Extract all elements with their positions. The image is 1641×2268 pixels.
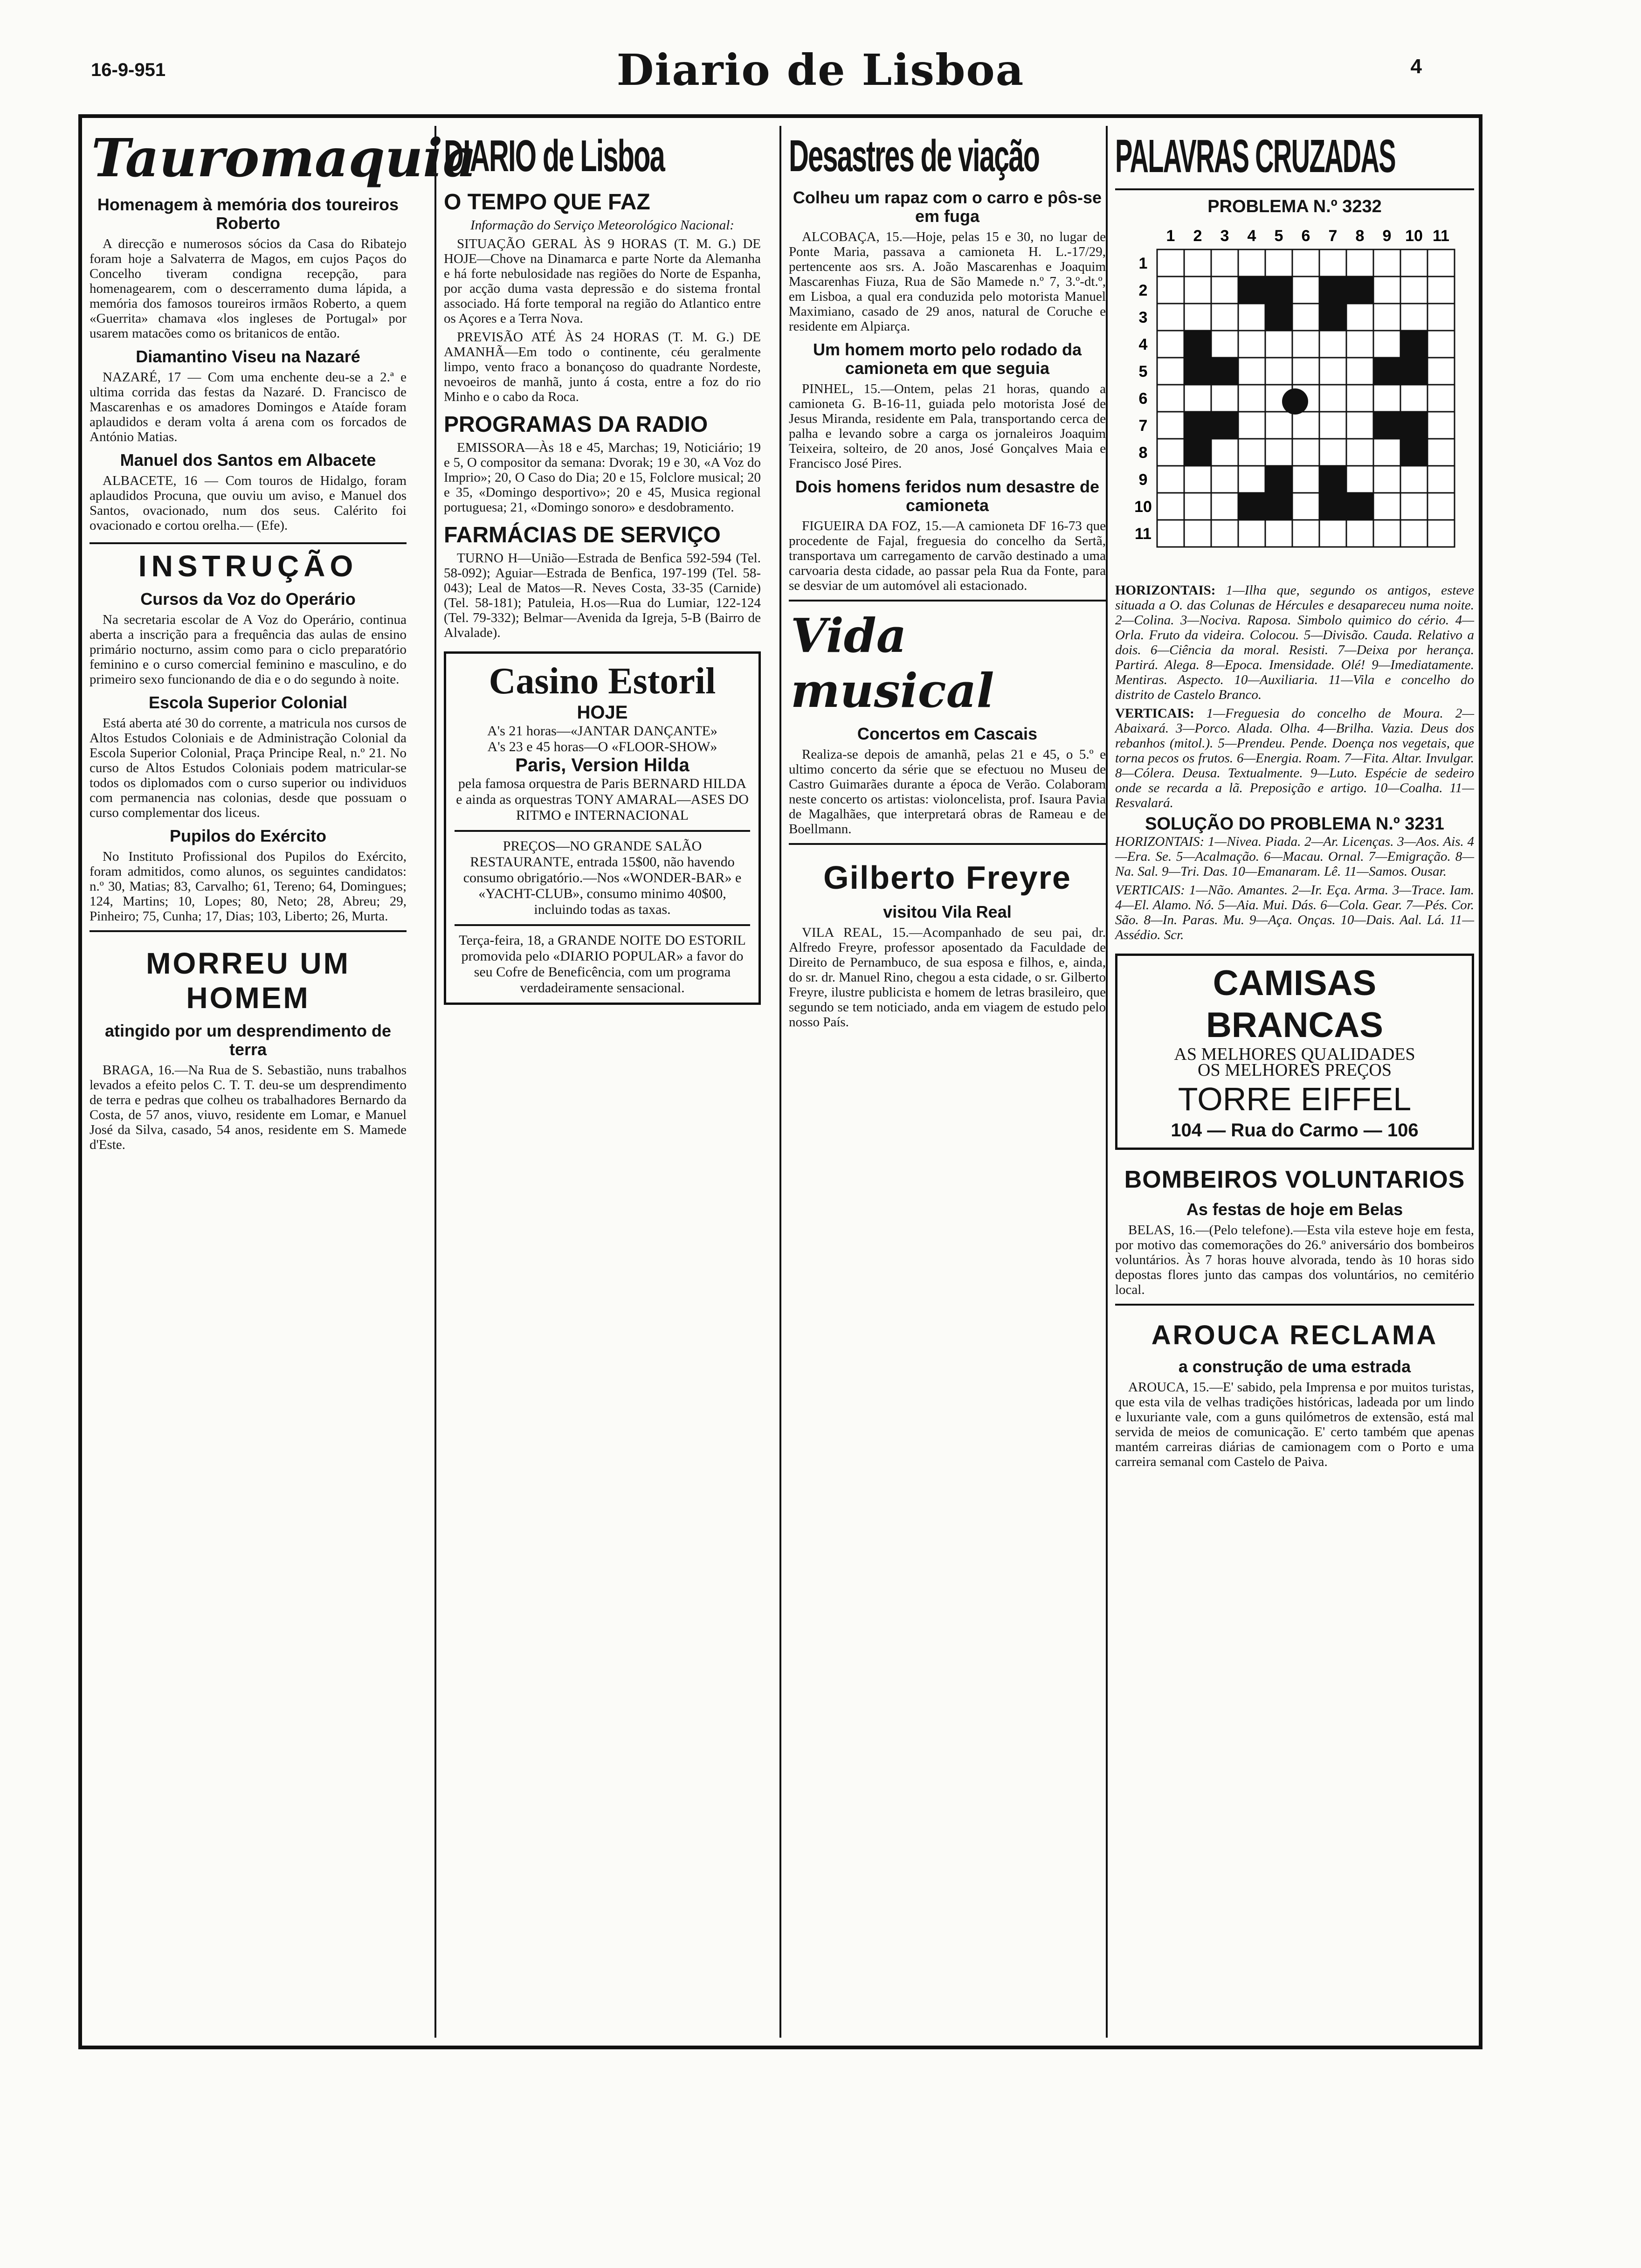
grid-cell [1319, 249, 1346, 277]
grid-cell [1319, 466, 1346, 493]
solution-horizontais: HORIZONTAIS: 1—Nivea. Piada. 2—Ar. Licenças. 3—Aos. Ais. 4—Era. Se. 5—Acalmação. 6—Macau. Ornal. 7—Emigração. 8—Na. Sal. 9—Tri. Das. 10—Emanaram. Lê. 11—Samos. Ousar. [1115, 834, 1474, 879]
grid-cell [1319, 277, 1346, 304]
grid-row-number: 3 [1138, 309, 1148, 326]
ad-title: Casino Estoril [489, 661, 716, 702]
ad-line: AS MELHORES QUALIDADES [1174, 1044, 1415, 1064]
grid-cell [1373, 412, 1400, 439]
grid-cell [1157, 493, 1184, 520]
ad-title: CAMISAS BRANCAS [1206, 963, 1383, 1045]
grid-cell [1319, 385, 1346, 412]
grid-cell [1292, 493, 1319, 520]
article-body: AROUCA, 15.—E' sabido, pela Imprensa e por muitos turistas, que esta vila de velhas tradições históricas, ladeada por um lindo e luxuriante vale, com a guns quilómetros de extensão, está mal servida de meios de comunicação. E' certo também que apenas mantém carreiras diárias de camionagem com o Porto e uma carreira semanal com Castelo de Paiva. [1115, 1380, 1474, 1469]
article-body: EMISSORA—Às 18 e 45, Marchas; 19, Noticiário; 19 e 5, O compositor da semana: Dvorak; 19 e 30, «A Voz do Imprio»; 20, O Caso do Dia; 20 e 15, Folclore musical; 20 e 35, «Domingo desportivo»; 20 e 45, Musica regional portuguesa; 21, «Domingo sonoro» e desdobramento. [444, 440, 761, 515]
grid-cell [1292, 249, 1319, 277]
grid-cell [1400, 304, 1427, 331]
grid-cell [1211, 412, 1238, 439]
grid-cell [1211, 466, 1238, 493]
ad-line: Paris, Version Hilda [515, 755, 689, 775]
grid-row-number: 7 [1138, 417, 1148, 435]
clues-label: HORIZONTAIS: [1115, 583, 1216, 598]
grid-cell [1427, 439, 1455, 466]
grid-cell [1238, 385, 1265, 412]
grid-cell [1157, 358, 1184, 385]
article-body: BRAGA, 16.—Na Rua de S. Sebastião, nuns trabalhos levados a efeito pelos C. T. T. deu-se um desprendimento de terra e pedras que colheu os trabalhadores Bernardo da Costa, de 57 anos, viuvo, residente em Lomar, e Manuel José da Silva, casado, 54 anos, residente em S. Mamede d'Este. [90, 1063, 407, 1152]
grid-cell [1211, 304, 1238, 331]
section-header: Desastres de viação [789, 131, 1040, 181]
article-headline: Homenagem à memória dos toureiros Roberto [97, 195, 399, 233]
section-header: INSTRUÇÃO [90, 542, 407, 583]
grid-cell [1265, 358, 1292, 385]
article-headline: Gilberto Freyre [823, 859, 1071, 896]
grid-cell [1319, 304, 1346, 331]
grid-cell [1400, 466, 1427, 493]
crossword-grid [1129, 221, 1449, 576]
article-headline: Um homem morto pelo rodado da camioneta em que seguia [813, 340, 1082, 378]
ad-line: Terça-feira, 18, a GRANDE NOITE DO ESTORIL promovida pelo «DIARIO POPULAR» a favor do seu Cofre de Beneficência, com um programa verdadeiramente sensacional. [459, 933, 746, 996]
grid-row-number: 5 [1138, 363, 1148, 380]
divider [1115, 188, 1474, 190]
article-body: Está aberta até 30 do corrente, a matricula nos cursos de Altos Estudos Coloniais e de Administração Colonial da Escola Superior Colonial, Praça Principe Real, n.º 21. No curso de Altos Estudos Coloniais podem matricular-se todos os diplomados com o curso superior ou individuos com permanencia nas colonias, desde que possuam o curso complementar dos liceus. [90, 716, 407, 820]
grid-cell [1400, 412, 1427, 439]
grid-cell [1238, 439, 1265, 466]
grid-cell [1292, 331, 1319, 358]
grid-cell [1265, 466, 1292, 493]
grid-cell [1184, 331, 1211, 358]
grid-cell [1400, 331, 1427, 358]
ad-line: A's 23 e 45 horas—O «FLOOR-SHOW» [487, 739, 717, 754]
masthead [0, 0, 1641, 107]
solution-verticais: VERTICAIS: 1—Não. Amantes. 2—Ir. Eça. Arma. 3—Trace. Iam. 4—El. Alamo. Nó. 5—Aia. Mui. Dás. 6—Cola. Gear. 7—Pés. Cor. São. 8—In. Paras. Mu. 9—Aça. Onças. 10—Dais. Aal. Lá. 11—Assédio. Scr. [1115, 883, 1474, 942]
grid-cell [1157, 412, 1184, 439]
grid-cell [1400, 277, 1427, 304]
grid-cell [1292, 358, 1319, 385]
article-headline: Concertos em Cascais [857, 724, 1038, 743]
grid-cell [1373, 466, 1400, 493]
clues-horizontais [1115, 583, 1474, 702]
grid-cell [1373, 249, 1400, 277]
grid-cell [1184, 277, 1211, 304]
grid-cell [1373, 520, 1400, 547]
column-palavras-cruzadas [1115, 122, 1474, 2043]
grid-cell [1211, 520, 1238, 547]
grid-cell [1400, 520, 1427, 547]
grid-col-number: 11 [1433, 227, 1449, 245]
grid-cell [1319, 439, 1346, 466]
article-headline: Manuel dos Santos em Albacete [120, 450, 376, 470]
grid-row-number: 11 [1135, 525, 1151, 543]
grid-cell [1211, 249, 1238, 277]
column-rule [1106, 126, 1108, 2038]
solution-title: SOLUÇÃO DO PROBLEMA N.º 3231 [1145, 814, 1444, 834]
ad-subtitle: HOJE [577, 702, 628, 723]
grid-cell [1184, 520, 1211, 547]
grid-col-number: 4 [1247, 227, 1256, 245]
grid-cell [1238, 493, 1265, 520]
ad-line: A's 21 horas—«JANTAR DANÇANTE» [487, 723, 717, 739]
grid-cell [1400, 385, 1427, 412]
article-subhead: atingido por um desprendimento de terra [104, 1021, 392, 1059]
grid-cell [1157, 385, 1184, 412]
grid-row-number: 6 [1138, 390, 1148, 408]
grid-cell [1157, 331, 1184, 358]
puzzle-title: PROBLEMA N.º 3232 [1207, 197, 1382, 216]
column-tauromaquia [90, 122, 477, 2043]
column-diario [444, 122, 761, 2043]
article-subhead: visitou Vila Real [883, 902, 1012, 921]
grid-row-number: 2 [1138, 282, 1148, 299]
grid-col-number: 5 [1274, 227, 1283, 245]
grid-cell [1184, 439, 1211, 466]
grid-row-number: 1 [1138, 255, 1148, 272]
column-rule [779, 126, 781, 2038]
grid-cell [1400, 439, 1427, 466]
clues-text: 1—Ilha que, segundo os antigos, esteve situada a O. das Colunas de Hércules e desapareceu numa noite. 2—Colina. 3—Nociva. Raposa. Simbolo quimico do cério. 4—Orla. Fruto da videira. Colocou. 5—Divisão. Cauda. Relativo a dois. 6—Ciência da moral. Resisti. 7—Deixa por herança. Partirá. Alega. 8—Epoca. Imensidade. Olé! 9—Imediatamente. Mentiras. Aspecto. 10—Auxiliaria. 11—Vila e concelho do distrito de Castelo Branco. [1115, 583, 1474, 702]
grid-cell [1211, 385, 1238, 412]
grid-cell [1346, 493, 1373, 520]
grid-row-number: 4 [1138, 336, 1148, 353]
ad-address: 104 — Rua do Carmo — 106 [1171, 1120, 1419, 1141]
grid-cell [1427, 304, 1455, 331]
grid-cell [1373, 304, 1400, 331]
grid-cell [1346, 466, 1373, 493]
grid-cell [1157, 277, 1184, 304]
grid-cell [1211, 277, 1238, 304]
grid-cell [1184, 304, 1211, 331]
grid-cell [1373, 439, 1400, 466]
grid-cell [1184, 412, 1211, 439]
article-subhead: As festas de hoje em Belas [1186, 1200, 1403, 1219]
grid-cell [1238, 520, 1265, 547]
divider [455, 830, 750, 832]
article-subhead: a construção de uma estrada [1178, 1357, 1411, 1376]
article-headline: AROUCA RECLAMA [1151, 1320, 1438, 1350]
grid-cell [1319, 358, 1346, 385]
grid-row-number: 10 [1134, 498, 1152, 516]
grid-cell [1373, 358, 1400, 385]
grid-cell [1346, 385, 1373, 412]
article-subhead: Informação do Serviço Meteorológico Nacional: [470, 218, 734, 233]
article-body: FIGUEIRA DA FOZ, 15.—A camioneta DF 16-73 que procedente de Fajal, freguesia do concelho da Sertã, transportava um carregamento de carvão destinado a uma carvoaria desta cidade, ao passar pela Rua da Fonte, para se desviar de um automóvel ali estacionado. [789, 519, 1106, 593]
article-body: Na secretaria escolar de A Voz do Operário, continua aberta a inscrição para a frequência das aulas de ensino primário nocturno, assim como para o ciclo preparatório feminino e o curso comercial feminino e masculino, e do primeiro sexo funcionando de dia e o do segundo à noite. [90, 612, 407, 687]
grid-cell [1184, 358, 1211, 385]
grid-cell [1427, 466, 1455, 493]
grid-cell [1427, 493, 1455, 520]
article-headline: Diamantino Viseu na Nazaré [136, 347, 360, 366]
grid-cell [1346, 439, 1373, 466]
grid-cell [1292, 520, 1319, 547]
grid-cell [1184, 493, 1211, 520]
column-rule [434, 126, 436, 2038]
ad-line: OS MELHORES PREÇOS [1198, 1060, 1392, 1080]
grid-cell [1157, 466, 1184, 493]
grid-cell [1427, 412, 1455, 439]
article-body: PREVISÃO ATÉ ÀS 24 HORAS (T. M. G.) DE AMANHÃ—Em todo o continente, céu geralmente limpo, vento fraco a bonançoso do quadrante Nordeste, nevoeiros de manhã, junto á costa, entre a foz do rio Minho e o cabo da Roca. [444, 330, 761, 404]
grid-cell [1265, 439, 1292, 466]
grid-cell [1238, 304, 1265, 331]
divider [455, 924, 750, 926]
grid-cell [1346, 277, 1373, 304]
grid-cell [1238, 466, 1265, 493]
grid-col-number: 7 [1328, 227, 1338, 245]
clues-verticais [1115, 706, 1474, 810]
grid-cell [1346, 520, 1373, 547]
article-headline: Colheu um rapaz com o carro e pôs-se em fuga [793, 188, 1102, 226]
article-headline: O TEMPO QUE FAZ [444, 190, 650, 214]
grid-cell [1238, 277, 1265, 304]
grid-cell [1265, 249, 1292, 277]
grid-col-number: 2 [1193, 227, 1202, 245]
grid-cell [1292, 412, 1319, 439]
grid-cell [1265, 277, 1292, 304]
divider [90, 930, 407, 932]
article-body: VILA REAL, 15.—Acompanhado de seu pai, dr. Alfredo Freyre, professor aposentado da Faculdade de Direito de Pernambuco, de sua esposa e filhos, e, ainda, do sr. dr. Manuel Rino, chegou a esta cidade, o sr. Gilberto Freyre, ilustre publicista e homem de letras brasileiro, que segundo se tem noticiado, anda em viagem de estudo pelo nosso País. [789, 925, 1106, 1030]
ad-line: PREÇOS—NO GRANDE SALÃO RESTAURANTE, entrada 15$00, não havendo consumo obrigatório.—Nos «WONDER-BAR» e «YACHT-CLUB», consumo minimo 40$00, incluindo todas as taxas. [463, 838, 742, 917]
section-header: DIARIO de Lisboa [444, 131, 664, 181]
article-body: TURNO H—União—Estrada de Benfica 592-594 (Tel. 58-092); Aguiar—Estrada de Benfica, 197-199 (Tel. 58-043); Leal de Matos—R. Neves Costa, 33-35 (Carnide) (Tel. 58-181); Patuleia, H.os—Rua do Lumiar, 122-124 (Tel. 79-332); Belmar—Avenida da Igreja, 5-B (Bairro de Alvalade). [444, 551, 761, 640]
article-headline: Cursos da Voz do Operário [140, 589, 356, 608]
grid-cell [1427, 331, 1455, 358]
article-body: Realiza-se depois de amanhã, pelas 21 e 45, o 5.º e ultimo concerto da série que se efectuou no Museu de Castro Guimarães durante a época de Verão. Colaboram neste concerto os artistas: violoncelista, prof. Isaura Pavia de Magalhães, que interpretará obras de Rameau e de Boellmann. [789, 747, 1106, 837]
article-headline: Pupilos do Exército [169, 826, 327, 845]
grid-cell [1292, 304, 1319, 331]
grid-cell [1319, 331, 1346, 358]
column-desastres [789, 122, 1106, 2043]
ad-line: pela famosa orquestra de Paris BERNARD HILDA e ainda as orquestras TONY AMARAL—ASES DO RITMO e INTERNACIONAL [456, 776, 749, 823]
grid-cell [1211, 358, 1238, 385]
grid-col-number: 9 [1382, 227, 1392, 245]
article-headline: BOMBEIROS VOLUNTARIOS [1124, 1166, 1465, 1193]
grid-cell [1373, 277, 1400, 304]
grid-cell [1157, 249, 1184, 277]
grid-cell [1157, 439, 1184, 466]
grid-cell [1427, 385, 1455, 412]
grid-cell [1292, 466, 1319, 493]
grid-cell [1292, 277, 1319, 304]
grid-cell [1157, 304, 1184, 331]
grid-col-number: 3 [1220, 227, 1229, 245]
article-headline: Escola Superior Colonial [148, 693, 348, 712]
grid-cell [1427, 358, 1455, 385]
article-headline: Dois homens feridos num desastre de camioneta [795, 477, 1100, 515]
grid-cell [1400, 493, 1427, 520]
grid-cell [1238, 331, 1265, 358]
grid-cell [1265, 304, 1292, 331]
section-header: Tauromaquia [91, 128, 477, 189]
grid-cell [1238, 249, 1265, 277]
grid-cell [1346, 358, 1373, 385]
grid-cell [1319, 493, 1346, 520]
section-header: Vida musical [791, 608, 994, 718]
grid-col-number: 1 [1166, 227, 1175, 245]
grid-row-number: 9 [1138, 471, 1148, 489]
grid-cell [1373, 493, 1400, 520]
grid-cell [1265, 331, 1292, 358]
grid-cell [1292, 439, 1319, 466]
grid-col-number: 8 [1355, 227, 1365, 245]
article-headline: FARMÁCIAS DE SERVIÇO [444, 523, 721, 547]
grid-cell [1184, 249, 1211, 277]
grid-cell [1157, 520, 1184, 547]
clues-label: VERTICAIS: [1115, 706, 1194, 721]
section-header: PALAVRAS CRUZADAS [1115, 130, 1395, 182]
grid-cell [1238, 358, 1265, 385]
grid-dot [1282, 388, 1308, 415]
grid-cell [1373, 331, 1400, 358]
grid-col-number: 6 [1301, 227, 1310, 245]
grid-col-number: 10 [1405, 227, 1423, 245]
grid-cell [1184, 466, 1211, 493]
grid-cell [1346, 412, 1373, 439]
casino-estoril-ad [444, 651, 761, 1005]
article-body: BELAS, 16.—(Pelo telefone).—Esta vila esteve hoje em festa, por motivo das comemorações do 26.º aniversário dos bombeiros voluntários. Às 7 horas houve alvorada, tendo às 10 horas sido depostas flores junto das campas dos voluntários, no cemitério local. [1115, 1223, 1474, 1297]
grid-cell [1184, 385, 1211, 412]
grid-cell [1238, 412, 1265, 439]
grid-cell [1346, 304, 1373, 331]
newspaper-title: Diario de Lisboa [616, 45, 1025, 95]
grid-cell [1427, 520, 1455, 547]
grid-cell [1373, 385, 1400, 412]
grid-cell [1319, 520, 1346, 547]
grid-cell [1319, 412, 1346, 439]
article-body: PINHEL, 15.—Ontem, pelas 21 horas, quando a camioneta G. B-16-11, guiada pelo motorista José de Jesus Miranda, residente em Pala, transportando cerca de palha e levando sobre a carga os jornaleiros Joaquim Teixeira, solteiro, de 20 anos, José Gonçalves Maia e Francisco José Pires. [789, 381, 1106, 471]
article-body: SITUAÇÃO GERAL ÀS 9 HORAS (T. M. G.) DE HOJE—Chove na Dinamarca e parte Norte da Alemanha e há forte nebulosidade nas regiões do Norte de Espanha, por acção duma vasta depressão e do sistema frontal associado. Há forte temporal na região do Atlantico entre os Açores e a Terra Nova. [444, 236, 761, 326]
grid-cell [1211, 493, 1238, 520]
divider [789, 600, 1106, 602]
article-body: A direcção e numerosos sócios da Casa do Ribatejo foram hoje a Salvaterra de Magos, em cujos Paços do Concelho tiveram condigna recepção, para homenagearem, com o descerramento duma lápida, a memória dos famosos toureiros irmãos Roberto, a quem «Guerrita» chamava «los ingleses de Portugal» por usarem matacões como os britanicos de então. [90, 236, 407, 341]
grid-cell [1346, 331, 1373, 358]
divider [789, 843, 1106, 845]
grid-cell [1211, 439, 1238, 466]
article-headline: PROGRAMAS DA RADIO [444, 412, 708, 437]
grid-cell [1265, 520, 1292, 547]
article-body: NAZARÉ, 17 — Com uma enchente deu-se a 2.ª e ultima corrida das festas da Nazaré. D. Francisco de Mascarenhas e os amadores Domingos e Ataíde foram aplaudidos e deram volta á arena com os forcados de António Matias. [90, 370, 407, 444]
ad-brand: TORRE EIFFEL [1178, 1081, 1412, 1117]
article-body: ALCOBAÇA, 15.—Hoje, pelas 15 e 30, no lugar de Ponte Maria, passava a camioneta H. L.-17/29, pertencente aos srs. A. João Mascarenhas e Joaquim Mascarenhas Fiuza, Rua de São Mamede n.º 7, 3.º-dt.º, em Lisboa, a qual era conduzida pelo motorista Manuel Maximiano, casado de 29 anos, natural de Coruche e residente em Alpiarça. [789, 229, 1106, 334]
page-number: 4 [1410, 55, 1422, 78]
article-body: No Instituto Profissional dos Pupilos do Exército, foram admitidos, como alunos, os seguintes candidatos: n.º 30, Matias; 83, Carvalho; 61, Tereno; 64, Domingues; 124, Martins; 10, Lopes; 80, Neto; 28, Abreu; 29, Pinheiro; 75, Cunha; 17, Dias; 103, Liberto; 26, Murta. [90, 849, 407, 924]
grid-cell [1400, 249, 1427, 277]
issue-date: 16-9-951 [91, 60, 166, 80]
divider [1115, 1304, 1474, 1306]
grid-cell [1211, 331, 1238, 358]
grid-cell [1346, 249, 1373, 277]
camisas-brancas-ad [1115, 954, 1474, 1150]
grid-cell [1265, 493, 1292, 520]
article-headline: MORREU UM HOMEM [146, 947, 350, 1015]
grid-cell [1265, 412, 1292, 439]
grid-cell [1427, 277, 1455, 304]
article-body: ALBACETE, 16 — Com touros de Hidalgo, foram aplaudidos Procuna, que ouviu um aviso, e Manuel dos Santos, ovacionado, num dos seus. Calérito foi ovacionado e cortou orelha.— (Efe). [90, 473, 407, 533]
grid-cell [1400, 358, 1427, 385]
clues-text: 1—Freguesia do concelho de Moura. 2—Abaixará. 3—Porco. Alada. Olha. 4—Brilha. Vazia. Deus dos rebanhos (mitol.). 5—Prendeu. Pende. Doença nos vegetais, que torna pecos os frutos. 6—Energia. Roam. 7—Fita. Altar. Invulgar. 8—Cólera. Deusa. Textualmente. 9—Luto. Espécie de sedeiro onde se recarda a lã. Preposição e artigo. 10—Coalha. 11—Resvalará. [1115, 706, 1474, 810]
grid-row-number: 8 [1138, 444, 1148, 462]
grid-cell [1427, 249, 1455, 277]
